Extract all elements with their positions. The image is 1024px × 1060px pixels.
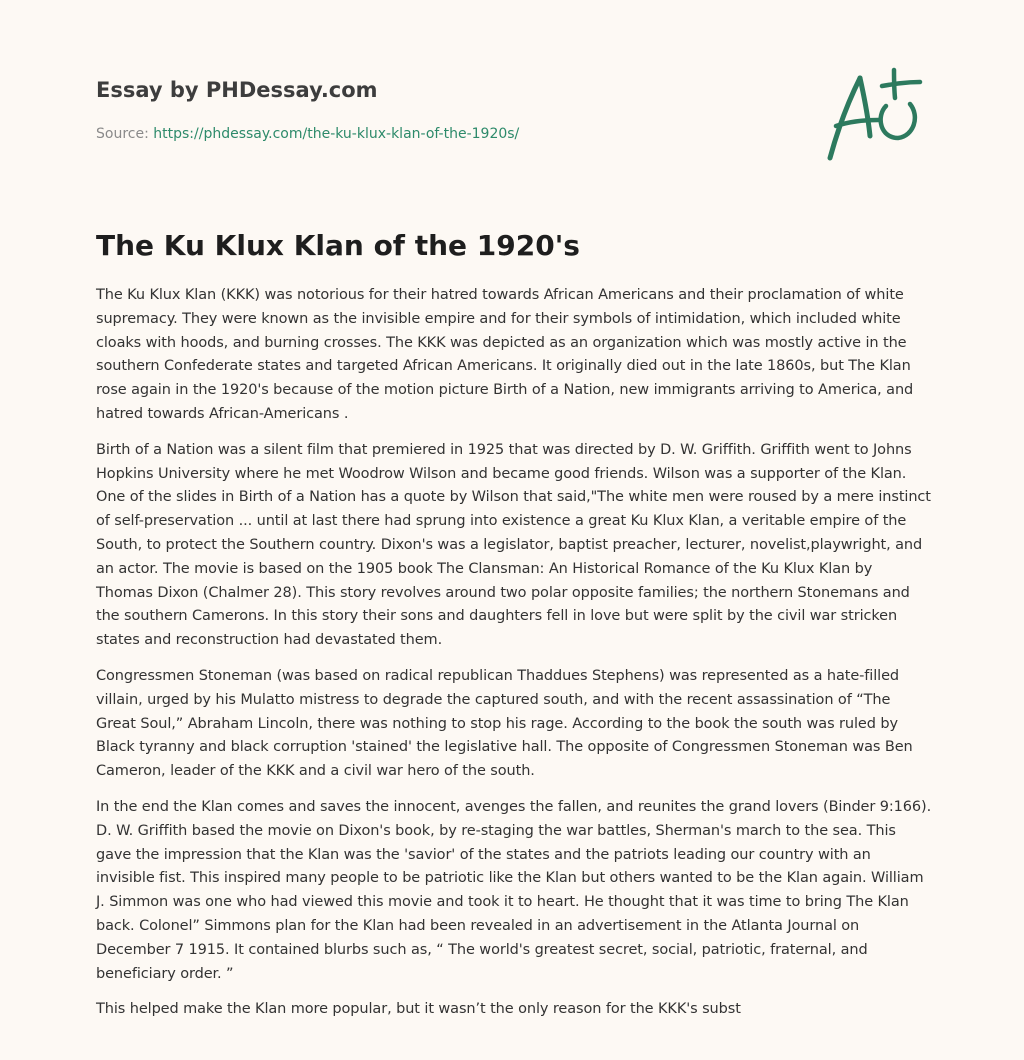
essay-paragraph: This helped make the Klan more popular, but it wasn’t the only reason for the KKK's subst xyxy=(96,1001,741,1018)
source-label: Source: xyxy=(96,126,154,142)
site-title: Essay by PHDessay.com xyxy=(96,78,378,102)
essay-paragraph: Congressmen Stoneman (was based on radical republican Thaddues Stephens) was represented as a hate-filled villain, urged by his Mulatto mistress to degrade the captured south, and with the recent assassination of “The Great Soul,” Abraham Lincoln, there was nothing to stop his rage. According to the book the south was ruled by Black tyranny and black corruption 'stained' the legislative hall. The opposite of Congressmen Stoneman was Ben Cameron, leader of the KKK and a civil war hero of the south. xyxy=(96,667,913,780)
essay-body xyxy=(96,284,932,1034)
a-plus-logo-icon xyxy=(820,66,930,166)
essay-paragraph: Birth of a Nation was a silent film that premiered in 1925 that was directed by D. W. Griffith. Griffith went to Johns Hopkins University where he met Woodrow Wilson and became good friends. Wilson was a supporter of the Klan. One of the slides in Birth of a Nation has a quote by Wilson that said,"The white men were roused by a mere instinct of self-preservation ... until at last there had sprung into existence a great Ku Klux Klan, a veritable empire of the South, to protect the Southern country. Dixon's was a legislator, baptist preacher, lecturer, novelist,playwright, and an actor. The movie is based on the 1905 book The Clansman: An Historical Romance of the Ku Klux Klan by Thomas Dixon (Chalmer 28). This story revolves around two polar opposite families; the northern Stonemans and the southern Camerons. In this story their sons and daughters fell in love but were split by the civil war stricken states and reconstruction had devastated them. xyxy=(96,441,931,649)
essay-paragraph: The Ku Klux Klan (KKK) was notorious for their hatred towards African Americans and their proclamation of white supremacy. They were known as the invisible empire and for their symbols of intimidation, which included white cloaks with hoods, and burning crosses. The KKK was depicted as an organization which was mostly active in the southern Confederate states and targeted African Americans. It originally died out in the late 1860s, but The Klan rose again in the 1920's because of the motion picture Birth of a Nation, new immigrants arriving to America, and hatred towards African-Americans . xyxy=(96,287,914,422)
source-line xyxy=(96,124,796,144)
source-link[interactable]: https://phdessay.com/the-ku-klux-klan-of-the-1920s/ xyxy=(153,126,520,142)
essay-header xyxy=(96,76,796,144)
essay-paragraph: In the end the Klan comes and saves the innocent, avenges the fallen, and reunites the grand lovers (Binder 9:166). D. W. Griffith based the movie on Dixon's book, by re-staging the war battles, Sherman's march to the sea. This gave the impression that the Klan was the 'savior' of the states and the patriots leading our country with an invisible fist. This inspired many people to be patriotic like the Klan but others wanted to be the Klan again. William J. Simmon was one who had viewed this movie and took it to heart. He thought that it was time to bring The Klan back. Colonel” Simmons plan for the Klan had been revealed in an advertisement in the Atlanta Journal on December 7 1915. It contained blurbs such as, “ The world's greatest secret, social, patriotic, fraternal, and beneficiary order. ” xyxy=(96,798,932,982)
essay-title: The Ku Klux Klan of the 1920's xyxy=(96,229,580,262)
